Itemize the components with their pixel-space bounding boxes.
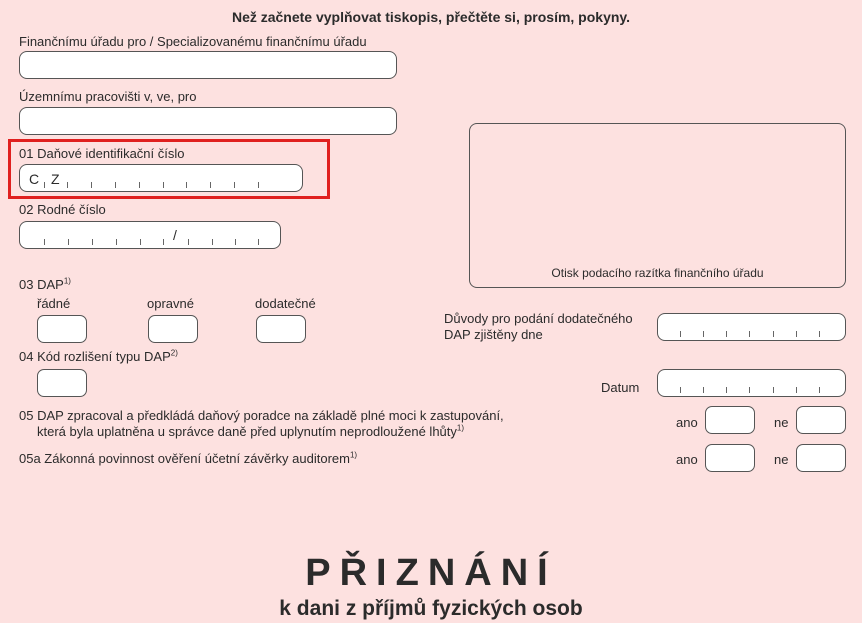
dic-digit-ticks: [20, 165, 302, 191]
q05-yes-label: ano: [676, 415, 698, 430]
reasons-date-ticks: [658, 314, 845, 340]
dap-note: 1): [63, 276, 71, 286]
kod-checkbox[interactable]: [37, 369, 87, 397]
workplace-field[interactable]: [19, 107, 397, 135]
kod-note: 2): [170, 348, 178, 358]
q05a-no-checkbox[interactable]: [796, 444, 846, 472]
datum-ticks: [658, 370, 845, 396]
q05a-label: 05a Zákonná povinnost ověření účetní závěrky auditorem: [19, 451, 350, 466]
stamp-box: [469, 123, 846, 288]
q05-no-label: ne: [774, 415, 789, 430]
dic-field[interactable]: [19, 164, 303, 192]
dap-radne-checkbox[interactable]: [37, 315, 87, 343]
form-title: PŘIZNÁNÍ: [305, 552, 557, 594]
dap-opravne-checkbox[interactable]: [148, 315, 198, 343]
q05-yes-checkbox[interactable]: [705, 406, 755, 434]
birth-number-field[interactable]: [19, 221, 281, 249]
reasons-label-line1: Důvody pro podání dodatečného: [444, 311, 633, 326]
q05a-label-row: [19, 451, 357, 467]
q05a-yes-label: ano: [676, 452, 698, 467]
q05a-yes-checkbox[interactable]: [705, 444, 755, 472]
dic-label: 01 Daňové identifikační číslo: [19, 146, 185, 161]
birth-number-label: 02 Rodné číslo: [19, 202, 106, 217]
reasons-label-line2: DAP zjištěny dne: [444, 327, 543, 342]
workplace-label: Územnímu pracovišti v, ve, pro: [19, 89, 197, 104]
dic-prefix-c: C: [29, 171, 40, 187]
kod-label-row: [19, 349, 178, 365]
dap-dodatecne-checkbox[interactable]: [256, 315, 306, 343]
dap-option-label-radne: řádné: [37, 296, 71, 311]
form-instructions-header: Než začnete vyplňovat tiskopis, přečtěte si, prosím, pokyny.: [231, 9, 631, 25]
form-subtitle: k dani z příjmů fyzických osob: [279, 597, 583, 620]
q05a-no-label: ne: [774, 452, 789, 467]
dap-label-row: [19, 277, 71, 293]
birth-number-ticks: [20, 222, 280, 248]
reasons-date-field[interactable]: [657, 313, 846, 341]
dap-label: 03 DAP: [19, 277, 64, 292]
tax-office-label: Finančnímu úřadu pro / Specializovanému finančnímu úřadu: [19, 34, 367, 49]
stamp-label: Otisk podacího razítka finančního úřadu: [551, 266, 764, 280]
q05-label-line2: která byla uplatněna u správce daně před uplynutím neprodloužené lhůty: [37, 424, 457, 439]
birth-number-separator: /: [173, 227, 177, 243]
tax-office-field[interactable]: [19, 51, 397, 79]
datum-field[interactable]: [657, 369, 846, 397]
q05-note: 1): [456, 423, 465, 433]
q05-label-line2-row: [37, 424, 464, 440]
datum-label: Datum: [601, 380, 640, 395]
q05-label-line1: 05 DAP zpracoval a předkládá daňový poradce na základě plné moci k zastupování,: [19, 408, 504, 423]
kod-label: 04 Kód rozlišení typu DAP: [19, 349, 171, 364]
q05-no-checkbox[interactable]: [796, 406, 846, 434]
dap-option-label-opravne: opravné: [147, 296, 194, 311]
dap-option-label-dodatecne: dodatečné: [255, 296, 316, 311]
dic-prefix-z: Z: [51, 171, 60, 187]
q05a-note: 1): [349, 450, 358, 460]
